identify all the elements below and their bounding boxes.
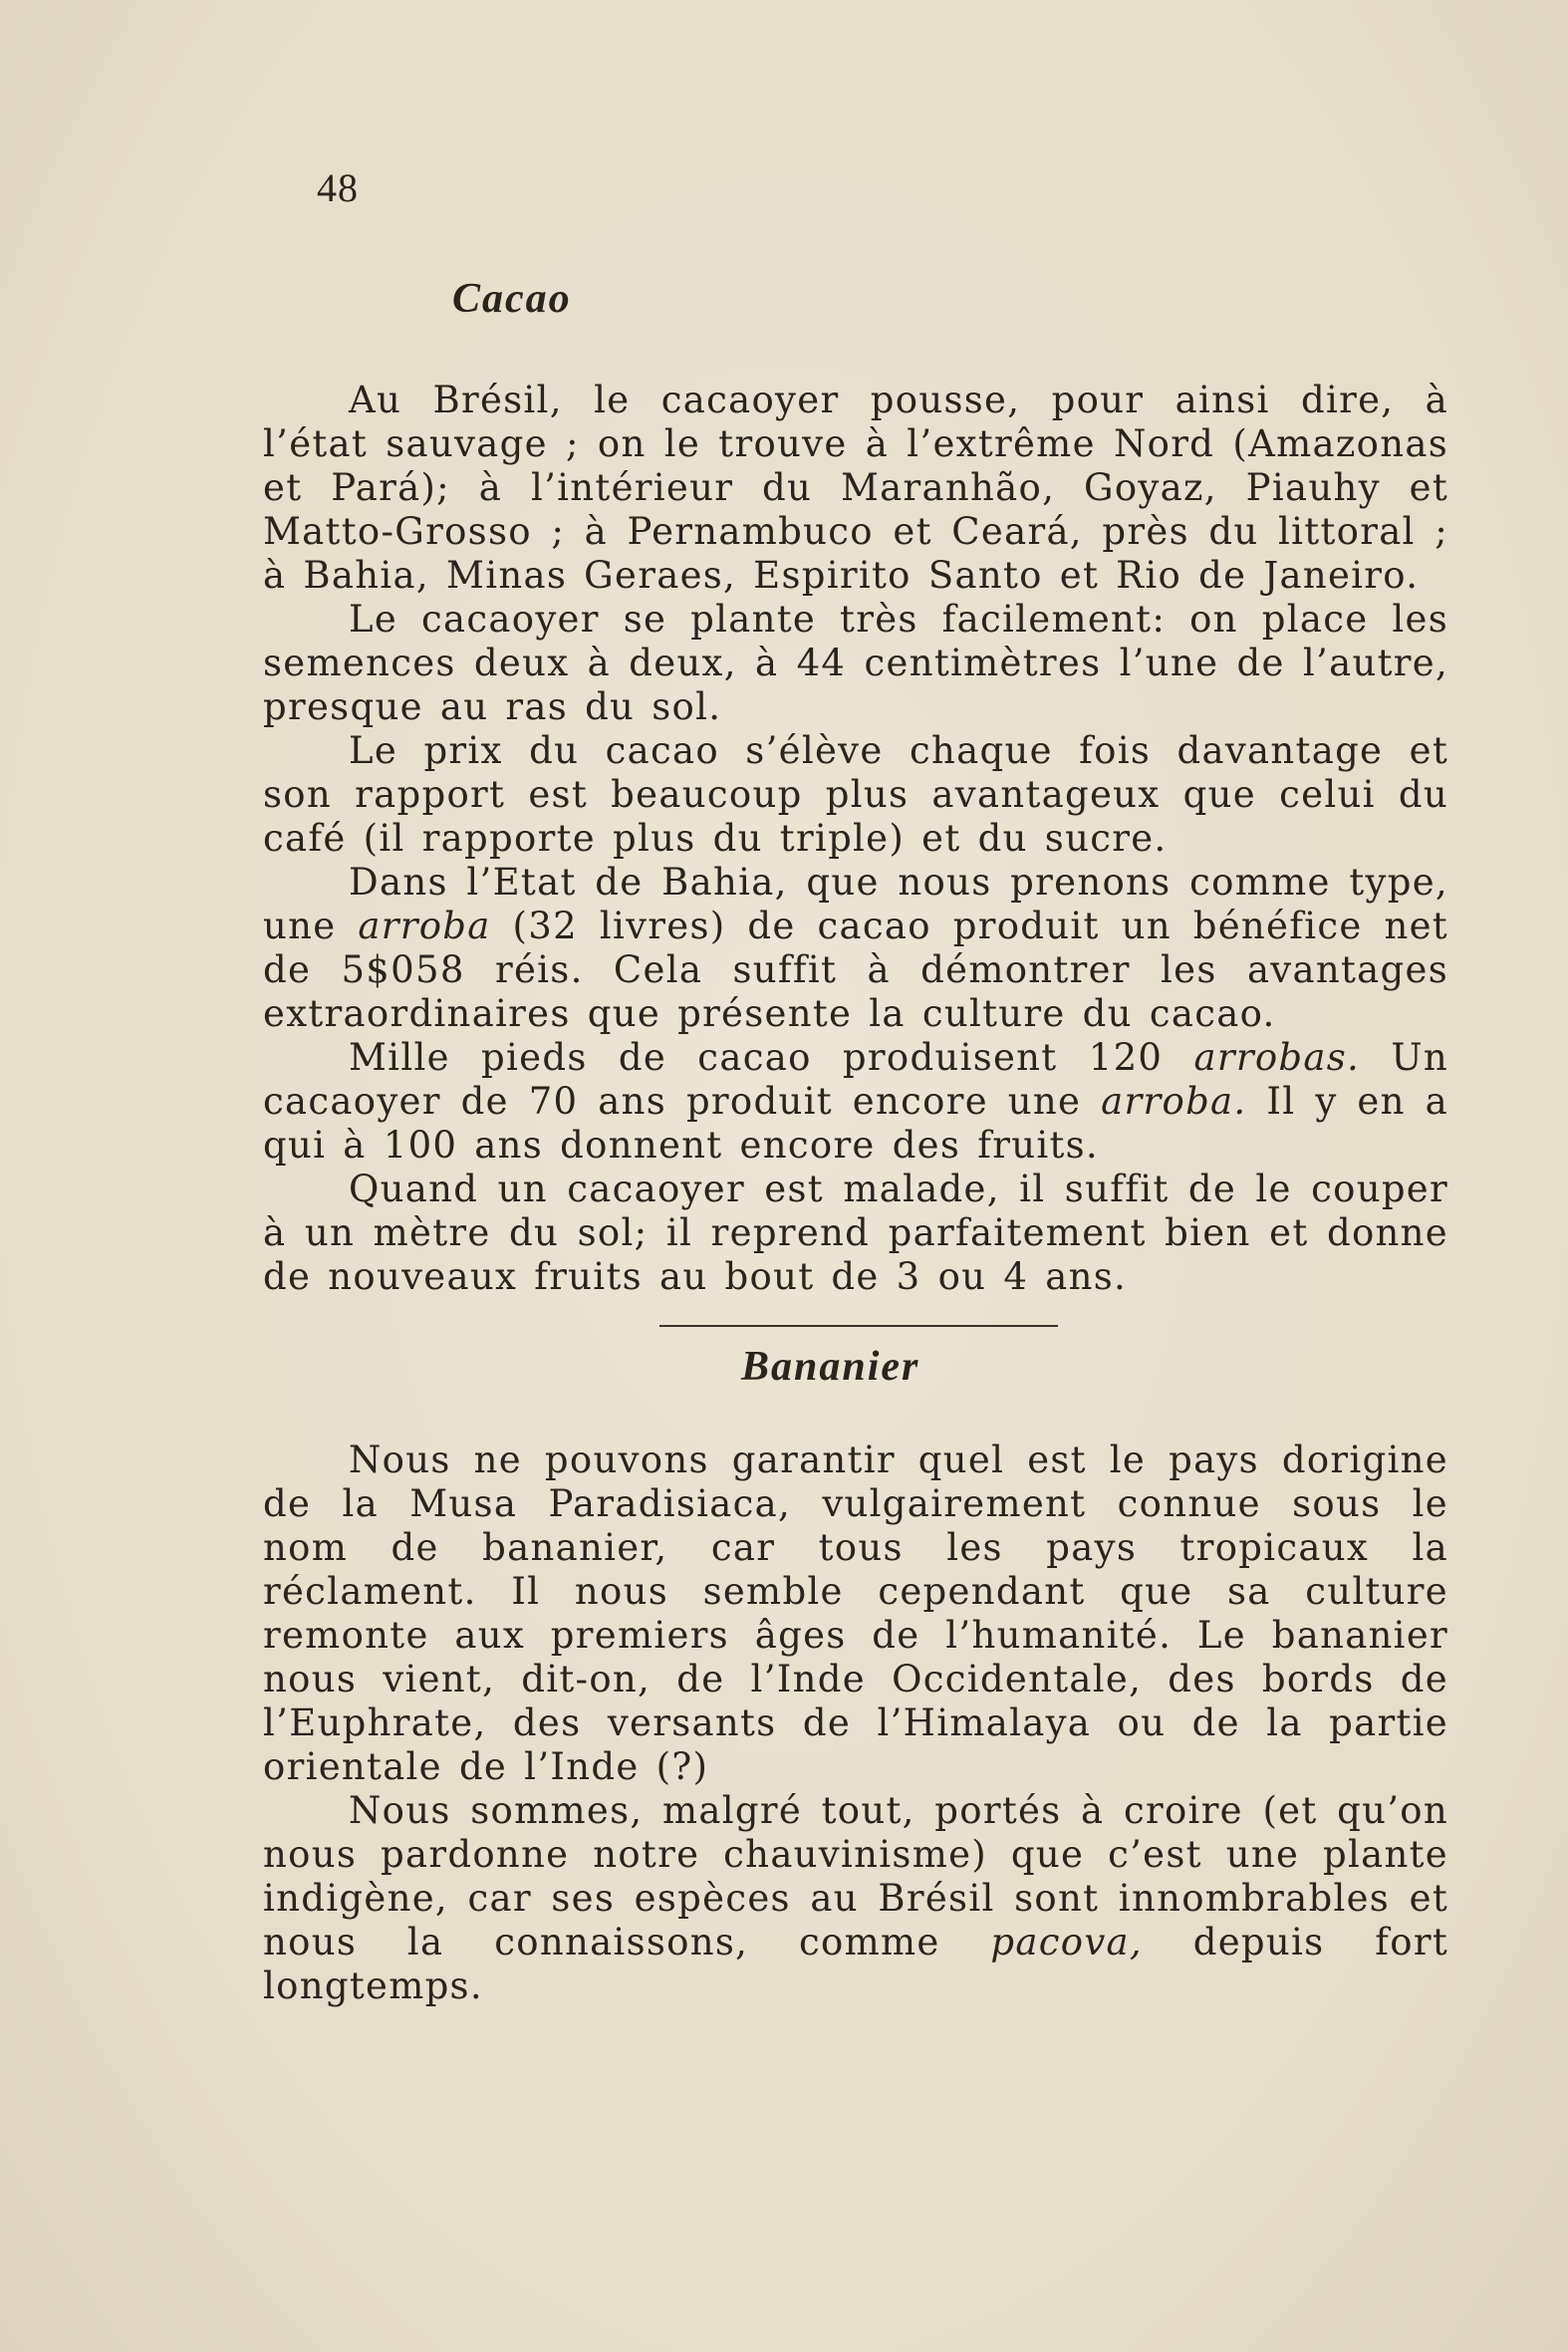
paragraph [263, 861, 1448, 1036]
text-run: depuis fort longtemps. [263, 1921, 1448, 2007]
paragraph [263, 1036, 1448, 1168]
italic-term: arrobas. [1193, 1036, 1361, 1079]
italic-term: arroba [358, 905, 491, 947]
section-divider [659, 1325, 1058, 1327]
paragraph: Le prix du cacao s’élève chaque fois davantage et son rapport est beaucoup plus avantageux que celui du café (il rapporte plus du triple) et du sucre. [263, 729, 1448, 860]
text-run: Nous sommes, malgré tout, portés à croire (et qu’on nous pardonne notre chauvinisme) que c’est une plante indigène, car ses espèces au Brésil sont innombrables et nous la connaissons, comme [263, 1789, 1448, 1963]
paragraph: Nous ne pouvons garantir quel est le pays dorigine de la Musa Paradisiaca, vulgairement connue sous le nom de bananier, car tous les pays tropicaux la réclament. Il nous semble cependant que sa culture remonte aux premiers âges de l’humanité. Le bananier nous vient, dit-on, de l’Inde Occidentale, des bords de l’Euphrate, des versants de l’Himalaya ou de la partie orientale de l’Inde (?) [263, 1438, 1448, 1788]
text-run: Un cacaoyer de 70 ans produit encore une [263, 1036, 1448, 1123]
page-number: 48 [317, 165, 359, 210]
paragraph: Au Brésil, le cacaoyer pousse, pour ainsi dire, à l’état sauvage ; on le trouve à l’extrême Nord (Amazonas et Pará); à l’intérieur du Maranhão, Goyaz, Piauhy et Matto-Grosso ; à Pernambuco et Ceará, près du littoral ; à Bahia, Minas Geraes, Espirito Santo et Rio de Janeiro. [263, 379, 1448, 597]
text-run: Il y en a qui à 100 ans donnent encore des fruits. [263, 1080, 1448, 1167]
paragraph: Quand un cacaoyer est malade, il suffit de le couper à un mètre du sol; il reprend parfaitement bien et donne de nouveaux fruits au bout de 3 ou 4 ans. [263, 1168, 1448, 1298]
paragraph [263, 1789, 1448, 2008]
section-title-cacao: Cacao [452, 276, 572, 322]
italic-term: pacova, [990, 1921, 1143, 1963]
text-run: Mille pieds de cacao produisent 120 [349, 1036, 1194, 1079]
italic-term: arroba. [1101, 1080, 1247, 1123]
text-run: Dans l’Etat de Bahia, que nous prenons comme type, une [263, 861, 1448, 947]
section-title-bananier: Bananier [741, 1344, 920, 1390]
page-content [263, 269, 1448, 2008]
text-run: (32 livres) de cacao produit un bénéfice net de 5$058 réis. Cela suffit à démontrer les avantages extraordinaires que présente la culture du cacao. [263, 905, 1448, 1035]
paragraph: Le cacaoyer se plante très facilement: on place les semences deux à deux, à 44 centimètres l’une de l’autre, presque au ras du sol. [263, 598, 1448, 728]
